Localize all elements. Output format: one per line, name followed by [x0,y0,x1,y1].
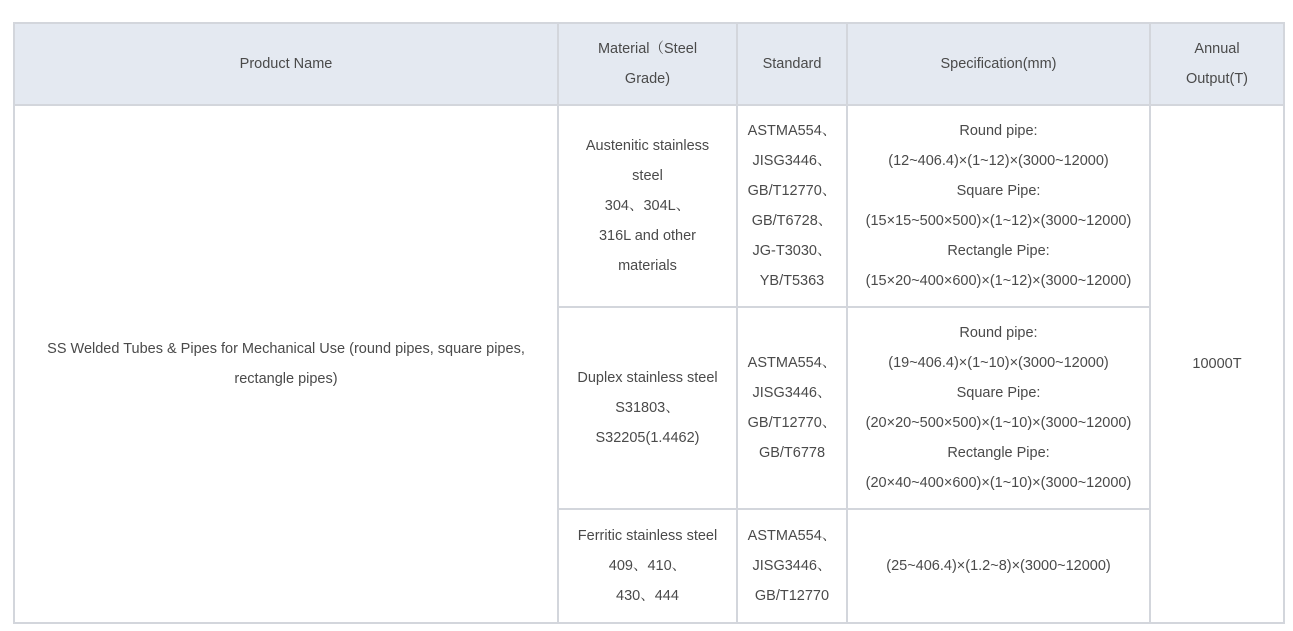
cell-line: (19~406.4)×(1~10)×(3000~12000) [888,355,1109,371]
standard-cell [737,509,847,623]
product-spec-table [13,22,1285,624]
cell-line: (15×15~500×500)×(1~12)×(3000~12000) [865,213,1132,229]
cell-line: JG-T3030、 [752,243,832,259]
cell-line: (20×40~400×600)×(1~10)×(3000~12000) [865,475,1132,491]
cell-line: Ferritic stainless steel [577,528,718,544]
cell-line: SS Welded Tubes & Pipes for Mechanical Use (round pipes, square pipes, [47,341,525,357]
cell-line: GB/T12770、 [747,183,837,199]
cell-line: 430、444 [616,588,679,604]
cell-line: Grade) [624,71,671,87]
material-cell [558,509,737,623]
cell-line: 316L and other [598,228,697,244]
standard-cell [737,105,847,307]
header-specification [847,23,1150,105]
specification-cell [847,307,1150,509]
annual-output-cell: 10000T [1150,105,1284,623]
material-cell [558,307,737,509]
cell-line: GB/T12770 [754,588,830,604]
cell-line: steel [632,168,663,184]
material-cell [558,105,737,307]
header-standard [737,23,847,105]
cell-line: Standard [762,56,822,72]
cell-line: Specification(mm) [940,56,1057,72]
cell-line: YB/T5363 [759,273,825,289]
specification-cell [847,105,1150,307]
cell-line: JISG3446、 [752,385,832,401]
cell-line: (12~406.4)×(1~12)×(3000~12000) [888,153,1109,169]
cell-line: Round pipe: [959,325,1038,341]
table-header-row [14,23,1284,105]
cell-line: Output(T) [1185,71,1249,87]
cell-line: (20×20~500×500)×(1~10)×(3000~12000) [865,415,1132,431]
cell-line: Material（Steel [597,41,698,57]
cell-line: (15×20~400×600)×(1~12)×(3000~12000) [865,273,1132,289]
cell-line: Rectangle Pipe: [947,445,1050,461]
cell-line: Duplex stainless steel [577,370,718,386]
cell-line: S31803、 [615,400,680,416]
cell-line: materials [618,258,677,274]
cell-line: JISG3446、 [752,558,832,574]
cell-line: Austenitic stainless [585,138,710,154]
table-row [14,105,1284,307]
cell-line: Rectangle Pipe: [947,243,1050,259]
standard-cell [737,307,847,509]
cell-line: (25~406.4)×(1.2~8)×(3000~12000) [886,558,1111,574]
cell-line: Square Pipe: [956,183,1041,199]
cell-line: 409、410、 [608,558,687,574]
header-product-name [14,23,558,105]
cell-line: Annual [1194,41,1240,57]
cell-line: rectangle pipes) [234,371,338,387]
cell-line: Product Name [239,56,333,72]
cell-line: ASTMA554、 [747,123,837,139]
cell-line: ASTMA554、 [747,355,837,371]
header-material [558,23,737,105]
cell-line: 304、304L、 [604,198,691,214]
cell-line: S32205(1.4462) [595,430,700,446]
cell-line: GB/T12770、 [747,415,837,431]
cell-line: Round pipe: [959,123,1038,139]
cell-line: JISG3446、 [752,153,832,169]
cell-line: Square Pipe: [956,385,1041,401]
specification-cell [847,509,1150,623]
cell-line: GB/T6728、 [751,213,833,229]
product-name-cell [14,105,558,623]
cell-line: GB/T6778 [758,445,826,461]
header-annual-output [1150,23,1284,105]
cell-line: ASTMA554、 [747,528,837,544]
